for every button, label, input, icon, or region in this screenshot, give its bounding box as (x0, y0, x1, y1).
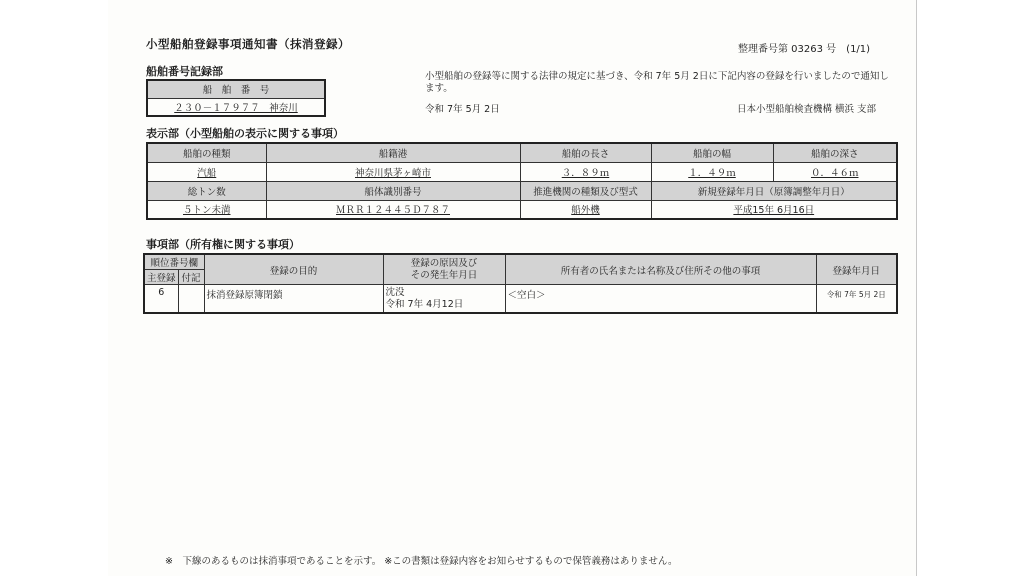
header-depth: 船舶の深さ (773, 143, 897, 162)
header-reg-date: 登録年月日 (816, 254, 897, 285)
header-width: 船舶の幅 (651, 143, 773, 162)
issuing-agency: 日本小型船舶検査機構 横浜 支部 (737, 104, 877, 115)
value-width: １．４９ｍ (651, 162, 773, 181)
header-cause-line2: その発生年月日 (410, 269, 478, 281)
header-cause (383, 254, 505, 285)
row-cause-line2: 令和 7年 4月12日 (385, 299, 464, 310)
header-cause-line1: 登録の原因及び (410, 257, 478, 269)
header-rank-number: 順位番号欄 (144, 254, 204, 270)
header-purpose: 登録の目的 (204, 254, 383, 285)
vessel-number-heading: 船舶番号記録部 (146, 65, 223, 78)
row-owner: ＜空白＞ (505, 285, 816, 313)
vessel-number-table (146, 79, 326, 117)
row-sub-registration (178, 285, 204, 313)
header-propulsion: 推進機関の種類及び型式 (520, 181, 651, 200)
value-home-port: 神奈川県茅ヶ崎市 (266, 162, 520, 181)
rights-section-heading: 事項部（所有権に関する事項） (146, 238, 300, 251)
value-gross-tonnage: ５トン未満 (147, 200, 266, 219)
header-vessel-type: 船舶の種類 (147, 143, 266, 162)
value-depth: ０．４６ｍ (773, 162, 897, 181)
row-purpose: 抹消登録原簿閉鎖 (204, 285, 383, 313)
rights-table (143, 253, 898, 314)
management-number: 整理番号第 03263 号 (1/1) (738, 44, 871, 55)
vessel-number-header: 船 舶 番 号 (147, 80, 325, 98)
header-owner: 所有者の氏名または名称及び住所その他の事項 (505, 254, 816, 285)
display-section-heading: 表示部（小型船舶の表示に関する事項） (146, 127, 344, 140)
header-gross-tonnage: 総トン数 (147, 181, 266, 200)
header-registration-date: 新規登録年月日（原簿調整年月日） (651, 181, 897, 200)
vessel-number-value: ２３０－１７９７７ 神奈川 (147, 98, 325, 116)
row-cause (383, 285, 505, 313)
value-length: ３．８９ｍ (520, 162, 651, 181)
header-sub-registration: 付記 (178, 270, 204, 285)
value-propulsion: 船外機 (520, 200, 651, 219)
notice-text: 小型船舶の登録等に関する法律の規定に基づき、令和 7年 5月 2日に下記内容の登録を行いましたので通知します。 (425, 71, 889, 94)
row-reg-date: 令和 7年 5月 2日 (816, 285, 897, 313)
footer-note: ※ 下線のあるものは抹消事項であることを示す。 ※この書類は登録内容をお知らせするもので保管義務はありません。 (165, 556, 678, 567)
display-table (146, 142, 898, 220)
notice-date: 令和 7年 5月 2日 (425, 104, 500, 115)
header-length: 船舶の長さ (520, 143, 651, 162)
header-home-port: 船籍港 (266, 143, 520, 162)
value-vessel-type: 汽船 (147, 162, 266, 181)
header-hull-id: 船体識別番号 (266, 181, 520, 200)
value-hull-id: ＭＲＲ１２４４５Ｄ７８７ (266, 200, 520, 219)
header-main-registration: 主登録 (144, 270, 178, 285)
row-main-registration: 6 (144, 285, 178, 313)
value-registration-date: 平成15年 6月16日 (651, 200, 897, 219)
row-cause-line1: 沈没 (385, 287, 405, 298)
document-title: 小型船舶登録事項通知書（抹消登録） (146, 37, 350, 51)
